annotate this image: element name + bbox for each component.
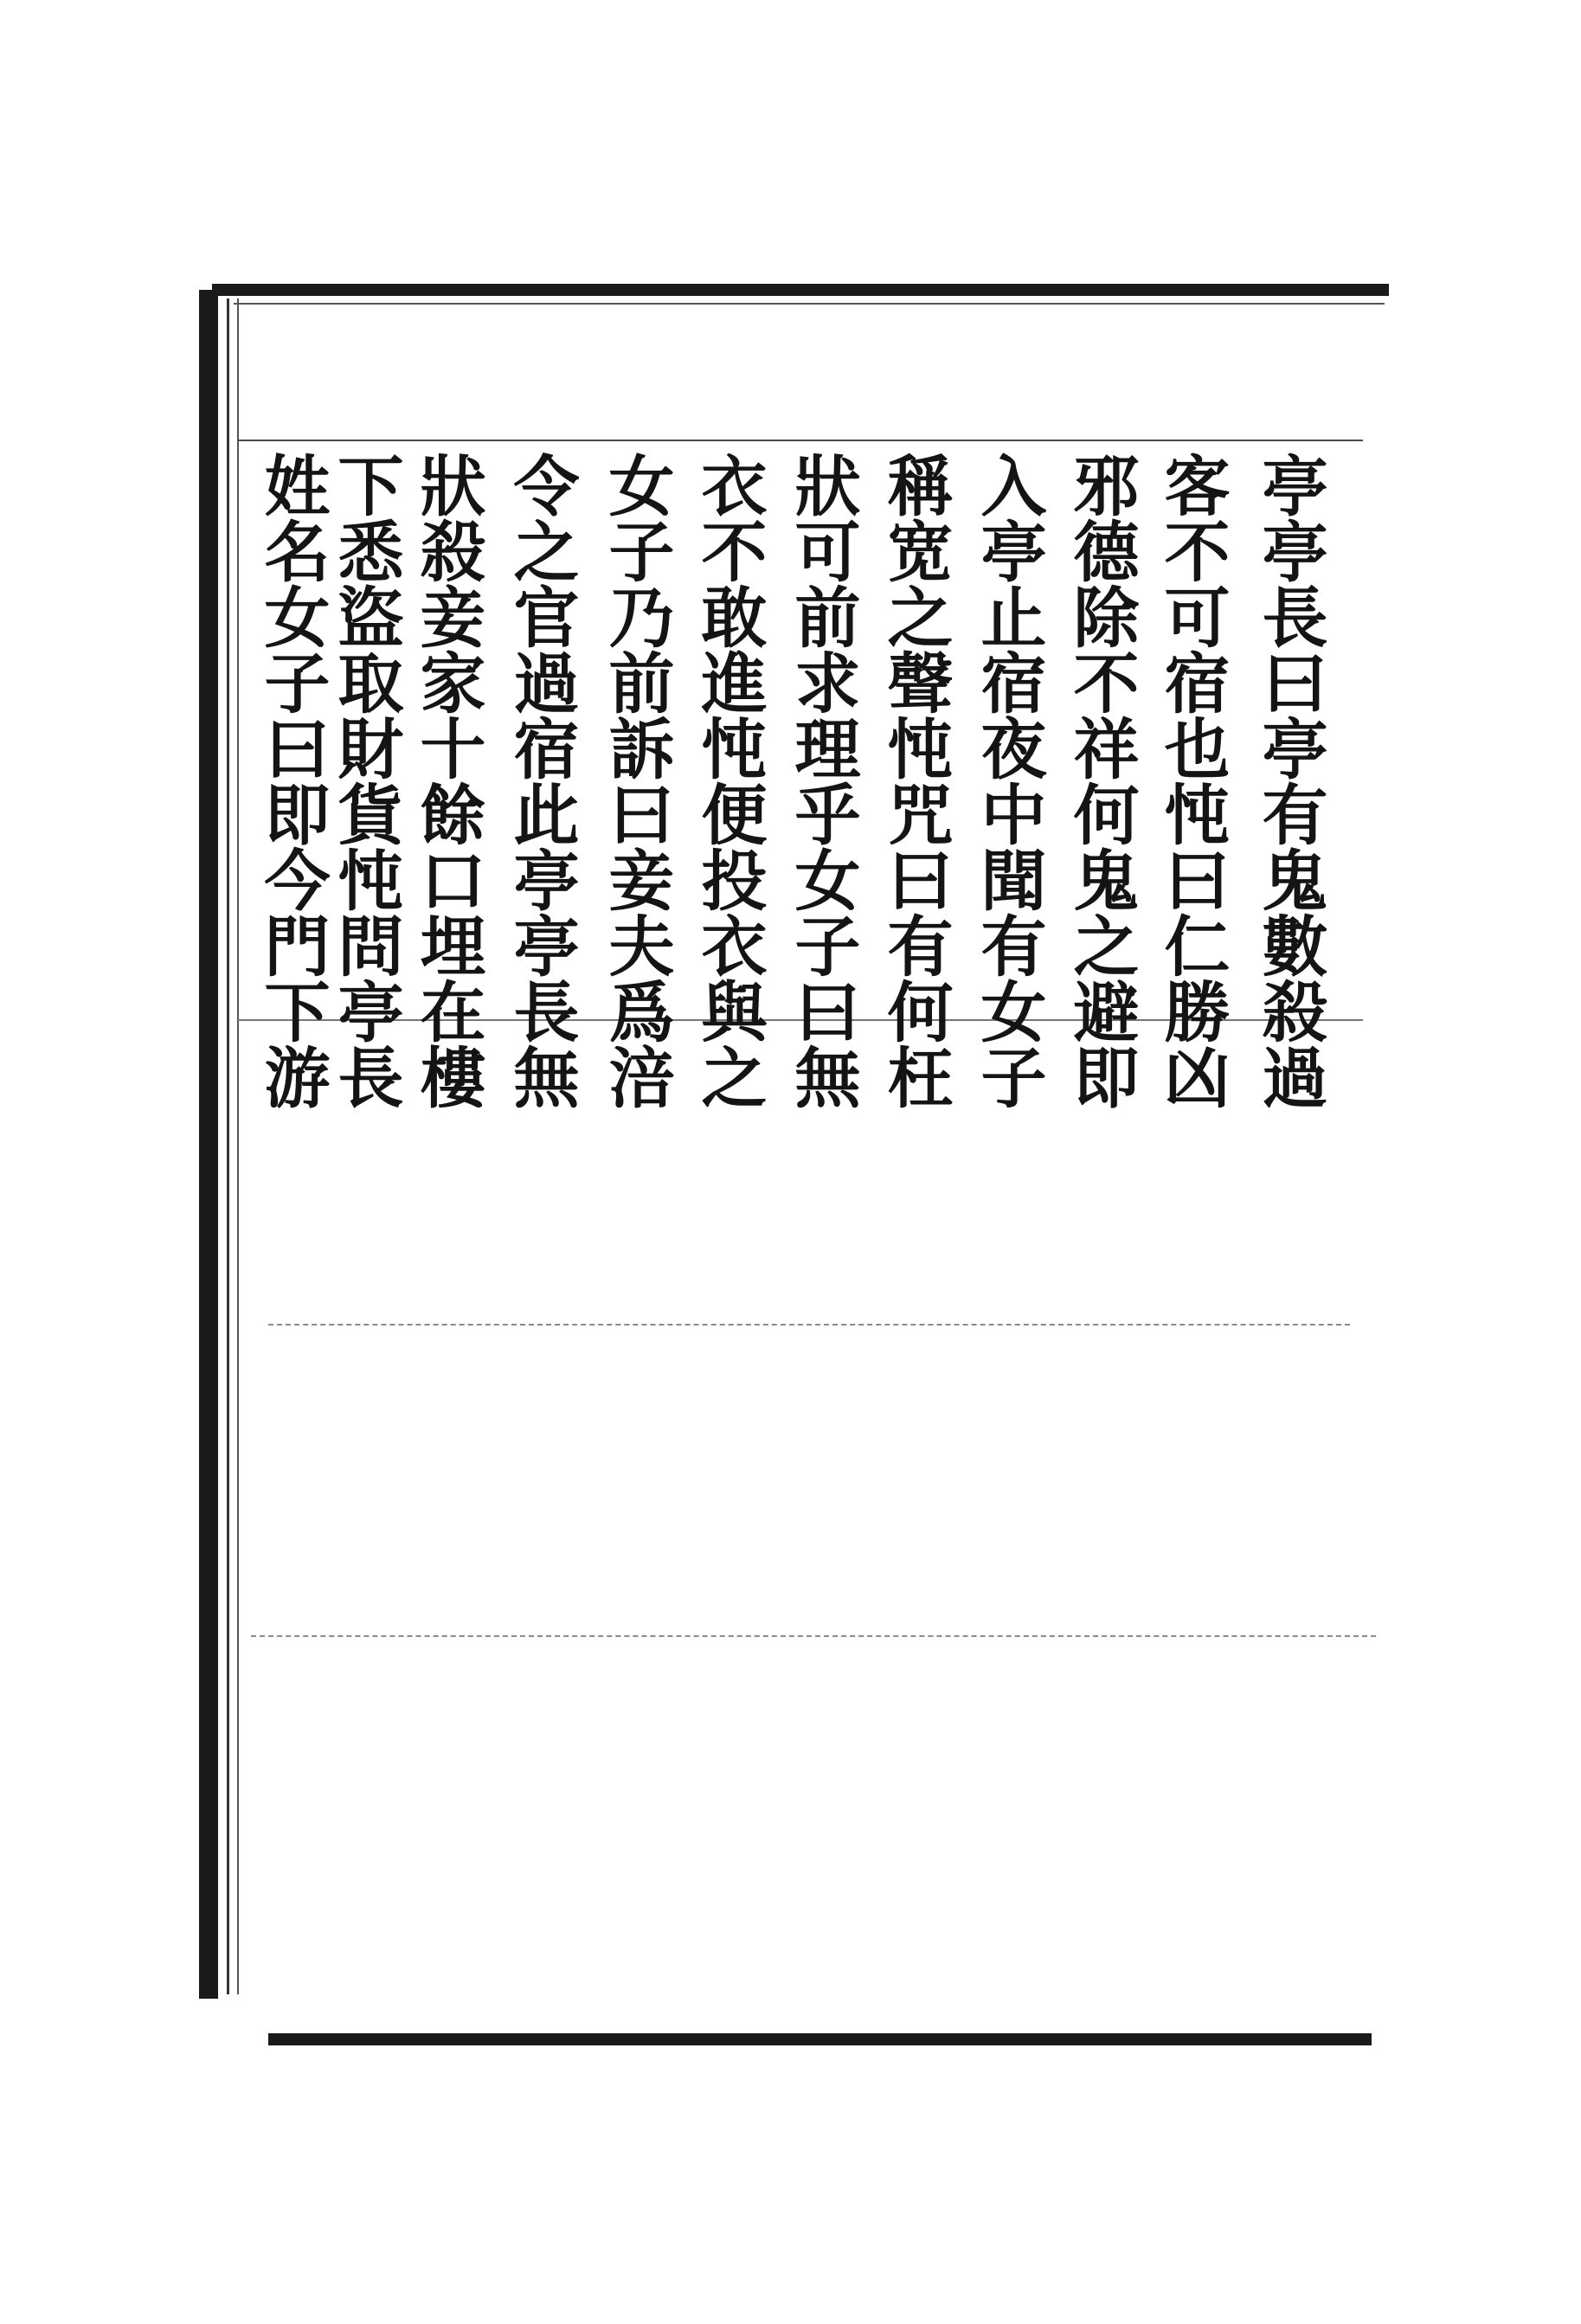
frame-top-rule [212,284,1389,296]
lower-section-rule-2 [251,1635,1376,1637]
text-column-6: 狀可前求理乎女子曰無 [784,452,861,1109]
frame-left-inner-rule [227,299,229,1994]
text-column-3: 邪德除不祥何鬼之避即 [1063,452,1140,1109]
text-column-4: 入亭止宿夜中聞有女子 [970,452,1047,1109]
text-block-top-rule [238,440,1363,441]
frame-bottom-rule [268,2033,1372,2045]
frame-top-inner-rule [234,303,1385,305]
frame-left-rule [199,290,218,1999]
text-column-8: 女子乃前訴曰妾夫爲涪 [598,452,675,1109]
text-column-9: 令之官過宿此亭亭長無 [503,452,580,1109]
text-column-5: 稱宽之聲忳咒曰有何枉 [877,452,954,1109]
text-column-2: 客不可宿也忳曰仁勝凶 [1154,452,1231,1109]
text-column-12: 姓名女子曰即今門下游 [254,452,331,1109]
text-column-1: 亭亭長曰亭有鬼數殺過 [1251,452,1328,1109]
text-column-11: 下悉盜取財貨忳問亭長 [327,452,404,1109]
text-column-7: 衣不敢進忳便投衣與之 [691,452,768,1109]
text-column-10: 狀殺妾家十餘口埋在樓 [409,452,486,1109]
lower-section-rule-1 [268,1324,1350,1326]
frame-left-inner-rule-2 [237,299,239,1994]
